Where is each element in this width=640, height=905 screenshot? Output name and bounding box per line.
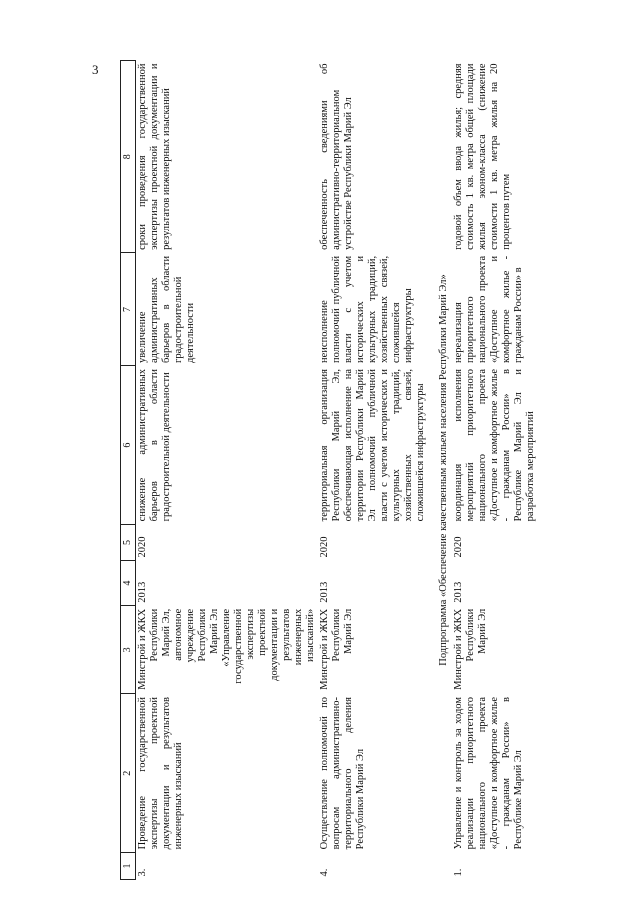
col-header: 6 bbox=[121, 366, 136, 524]
result-cell: снижение административных барьеров в области градостроительной деятельности bbox=[137, 368, 172, 522]
table-row bbox=[136, 61, 319, 880]
executor-cell: Минстрой и ЖКХ Республики Марий Эл, автономное учреждение Республики Марий Эл «Управление государственной экспертизы проектной документации и результатов инженерных изысканий» bbox=[137, 608, 316, 690]
result-cell: координация исполнения мероприятий приоритетного национального проекта «Доступное и комфортное жилье - гражданам России» в Республике Марий Эл и разработка мероприятий bbox=[453, 368, 536, 522]
executor-cell: Минстрой и ЖКХ Республики Марий Эл bbox=[453, 608, 488, 690]
executor-cell: Минстрой и ЖКХ Республики Марий Эл bbox=[319, 608, 354, 690]
result-cell: территориальная организация Республики Марий Эл, обеспечивающая исполнение на территории Республики Марий Эл полномочий публичной власти с учетом исторических и культурных традиций, хозяйственных связей, сложившейся инфраструктуры bbox=[319, 368, 426, 522]
col-header: 1 bbox=[121, 852, 136, 879]
start-year-cell: 2013 bbox=[453, 581, 464, 603]
end-year-cell: 2020 bbox=[137, 536, 148, 558]
indicator-cell: сроки проведения государственной экспертизы проектной документации и результатов инженерных изысканий bbox=[137, 63, 172, 250]
consequence-cell: увеличение административных барьеров в области градостроительной деятельности bbox=[137, 255, 196, 363]
measure-cell: Проведение государственной экспертизы проектной документации и результатов инженерных изысканий bbox=[137, 697, 184, 850]
col-header: 7 bbox=[121, 253, 136, 366]
col-header: 5 bbox=[121, 524, 136, 560]
rotated-table-sheet bbox=[120, 60, 545, 880]
col-header: 8 bbox=[121, 61, 136, 253]
measure-cell: Управление и контроль за ходом реализации приоритетного национального проекта «Доступное и комфортное жилье - гражданам России» в Республике Марий Эл bbox=[453, 697, 524, 850]
measure-cell: Осуществление полномочий по вопросам административно-территориального деления Республики Марий Эл bbox=[319, 697, 366, 850]
end-year-cell: 2020 bbox=[453, 536, 464, 558]
consequence-cell: нереализация приоритетного национального проекта «Доступное и комфортное жилье - гражданам России» в bbox=[453, 255, 524, 363]
indicator-cell: обеспеченность сведениями об административно-территориальном устройстве Республики Марий Эл bbox=[319, 63, 354, 250]
row-number: 4. bbox=[319, 868, 330, 877]
subprogram-title: Подпрограмма «Обеспечение качественным жильем населения Республики Марий Эл» bbox=[438, 274, 449, 666]
col-header: 4 bbox=[121, 561, 136, 606]
col-header: 2 bbox=[121, 694, 136, 852]
start-year-cell: 2013 bbox=[137, 581, 148, 603]
table-row bbox=[452, 61, 538, 880]
row-number: 3. bbox=[137, 868, 148, 877]
page-number: 3 bbox=[92, 62, 99, 77]
measures-table bbox=[120, 60, 538, 880]
end-year-cell: 2020 bbox=[319, 536, 330, 558]
col-header: 3 bbox=[121, 606, 136, 694]
subprogram-row bbox=[436, 61, 452, 880]
consequence-cell: неисполнение полномочий публичной власти с учетом исторических и культурных традиций, хозяйственных связей, сложившейся инфраструктуры bbox=[319, 255, 414, 363]
row-number: 1. bbox=[453, 868, 464, 877]
header-row bbox=[121, 61, 136, 880]
indicator-cell: годовой объем ввода жилья; средняя стоимость 1 кв. метра общей площади жилья эконом-класса (снижение стоимости 1 кв. метра жилья на 20 процентов путем bbox=[453, 63, 512, 250]
start-year-cell: 2013 bbox=[319, 581, 330, 603]
table-row bbox=[318, 61, 436, 880]
